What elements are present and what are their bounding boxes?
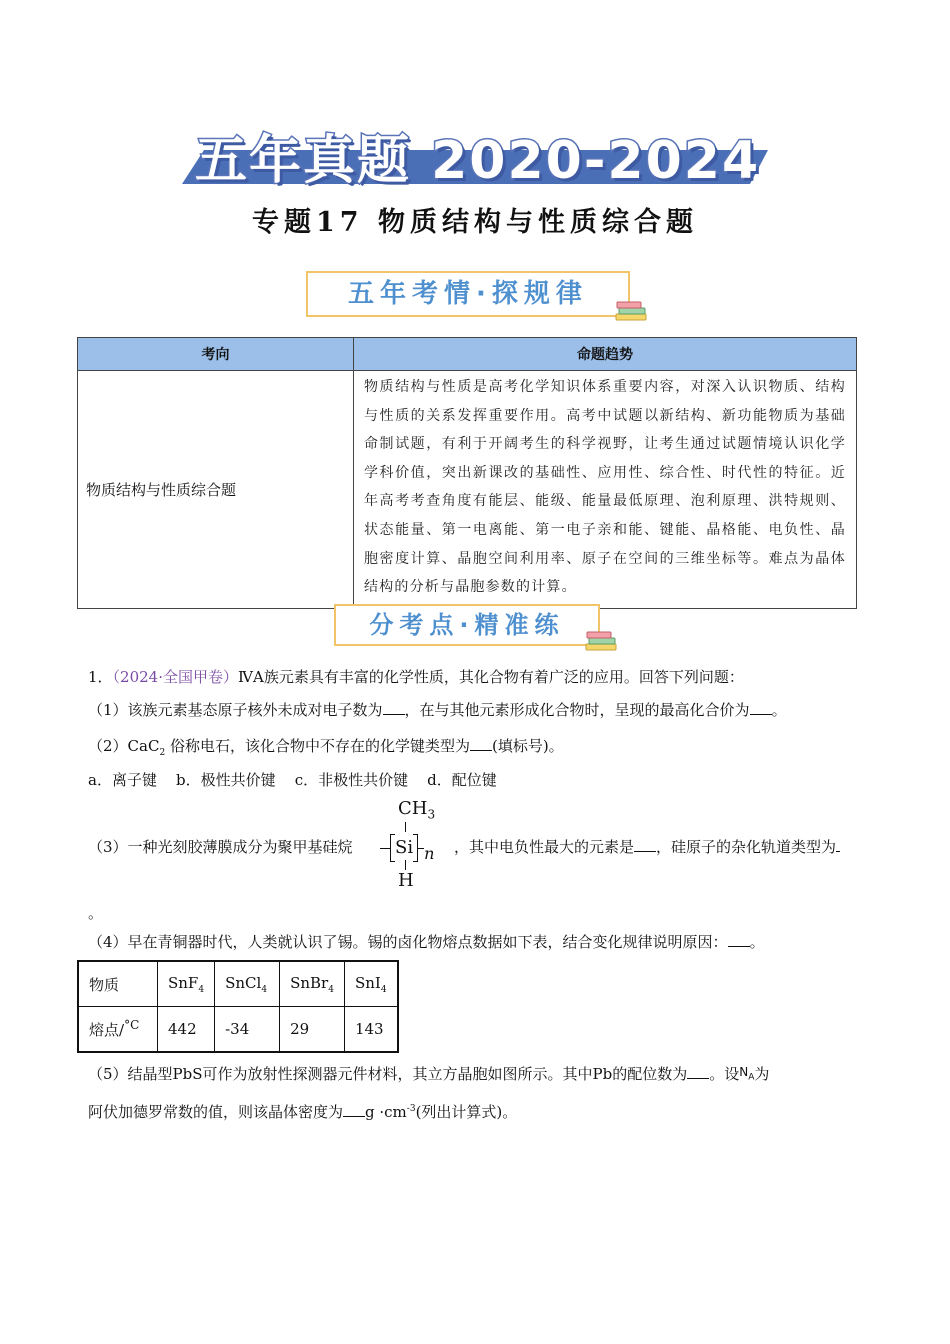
question-number: 1．	[88, 668, 113, 686]
cell-sub: 4	[261, 984, 268, 995]
topic-cell: 物质结构与性质综合题	[78, 371, 354, 609]
banner-title: 五年真题 2020-2024	[195, 131, 761, 191]
formula-text: CaC	[127, 737, 160, 755]
question-options: a．离子键 b．极性共价键 c．非极性共价键 d．配位键	[88, 771, 497, 789]
section-label-trends: 五年考情·探规律	[306, 271, 630, 317]
formula-sub: 2	[159, 748, 166, 758]
question-text: ⅣA族元素具有丰富的化学性质，其化合物有着广泛的应用。回答下列问题：	[238, 668, 744, 686]
formula-cac2	[127, 737, 166, 758]
subject-title: 专题17 物质结构与性质综合题	[252, 207, 698, 238]
trend-cell: 物质结构与性质是高考化学知识体系重要内容，对深入认识物质、结构与性质的关系发挥重要作用。高考中试题以新结构、新功能物质为基础命制试题，有利于开阔考生的科学视野，让考生通过试题情境认识化学学科价值，突出新课改的基础性、应用性、综合性、时代性的特征。近年高考考查角度有能层、能级、能量最低原理、泡利原理、洪特规则、状态能量、第一电离能、第一电子亲和能、键能、晶格能、电负性、晶胞密度计算、晶胞空间利用率、原子在空间的三维坐标等。难点为晶体结构的分析与晶胞参数的计算。	[354, 371, 857, 609]
answer-blank	[687, 1064, 709, 1079]
question-part-2	[88, 735, 564, 764]
part1-text-a: （1）该族元素基态原子核外未成对电子数为	[88, 701, 383, 719]
question-part-5-line2	[88, 1098, 517, 1123]
header-trend: 命题趋势	[354, 338, 857, 371]
avogadro-symbol	[739, 1065, 755, 1083]
bond-line	[405, 860, 406, 870]
structure-ch-sub: 3	[427, 807, 436, 822]
part4-text-a: （4）早在青铜器时代，人类就认识了锡。锡的卤化物熔点数据如下表，结合变化规律说明原因：	[88, 933, 728, 951]
question-stem	[88, 666, 744, 688]
answer-blank	[634, 837, 656, 852]
question-part-1	[88, 699, 787, 721]
part5-text-f: (列出计算式)。	[415, 1103, 518, 1121]
table-cell: 442	[158, 1007, 215, 1053]
part5-text-b: 。设	[709, 1065, 740, 1083]
part5-text-a: （5）结晶型PbS可作为放射性探测器元件材料，其立方晶胞如图所示。其中Pb的配位数为	[88, 1065, 688, 1083]
table-cell	[280, 961, 345, 1007]
question-part-4	[88, 931, 765, 953]
part1-text-b: ，在与其他元素形成化合物时，呈现的最高化合价为	[404, 701, 750, 719]
cell-text: SnI	[354, 973, 381, 992]
cell-text: 熔点/	[89, 1021, 125, 1039]
question-source: （2024·全国甲卷）	[112, 668, 238, 686]
part1-text-c: 。	[771, 701, 787, 719]
bond-line	[405, 822, 406, 832]
structure-si: Si	[395, 837, 414, 858]
table-cell: 物质	[78, 961, 158, 1007]
unit-sup: -3	[406, 1104, 416, 1114]
answer-blank	[836, 837, 840, 852]
cell-text: SnCl	[225, 973, 262, 992]
cell-text: SnF	[168, 973, 199, 992]
table-cell: -34	[215, 1007, 280, 1053]
table-row	[78, 1007, 398, 1053]
table-row	[78, 961, 398, 1007]
answer-blank	[343, 1102, 365, 1117]
part3-end: 。	[88, 904, 104, 922]
cell-sub: 4	[198, 984, 205, 995]
structure-center	[380, 834, 434, 865]
answer-blank	[383, 700, 405, 715]
part2-text-a: 俗称电石，该化合物中不存在的化学键类型为	[165, 737, 470, 755]
section-label-practice: 分考点·精准练	[334, 604, 600, 646]
part5-text-e: g ·cm	[365, 1103, 407, 1121]
question-part-3-text-a: （3）一种光刻胶薄膜成分为聚甲基硅烷	[88, 838, 353, 856]
structure-n: n	[424, 844, 435, 863]
table-cell	[344, 961, 397, 1007]
part5-text-c: 为	[754, 1065, 770, 1083]
part2-text-b: (填标号)。	[491, 737, 564, 755]
books-icon	[584, 630, 618, 654]
trend-table	[77, 337, 857, 609]
question-part-5-line1	[88, 1061, 769, 1088]
question-part-3-text-b	[454, 836, 840, 858]
table-cell	[78, 1007, 158, 1053]
melting-point-table	[77, 960, 399, 1053]
bond-line	[380, 848, 390, 849]
header-topic: 考向	[78, 338, 354, 371]
structure-h: H	[398, 870, 414, 891]
na-text: N	[739, 1065, 749, 1079]
part3-text-c: ，硅原子的杂化轨道类型为	[656, 838, 837, 856]
table-cell	[215, 961, 280, 1007]
books-icon	[614, 300, 648, 324]
na-sub: A	[748, 1072, 755, 1083]
part3-text-b: ，其中电负性最大的元素是	[454, 838, 635, 856]
structure-ch-text: CH	[398, 798, 428, 819]
answer-blank	[728, 932, 750, 947]
table-cell	[158, 961, 215, 1007]
cell-sub: 4	[380, 984, 387, 995]
answer-blank	[470, 736, 492, 751]
part5-text-d: 阿伏加德罗常数的值，则该晶体密度为	[88, 1103, 344, 1121]
answer-blank	[750, 700, 772, 715]
part2-prefix: （2）	[88, 737, 128, 755]
cell-sub: 4	[328, 984, 334, 995]
table-cell: 143	[344, 1007, 397, 1053]
cell-unit: °C	[124, 1018, 140, 1032]
cell-text: SnBr	[290, 973, 329, 992]
table-cell: 29	[280, 1007, 345, 1053]
polymer-structure	[380, 798, 450, 892]
structure-ch3	[398, 798, 435, 826]
part4-text-b: 。	[749, 933, 765, 951]
